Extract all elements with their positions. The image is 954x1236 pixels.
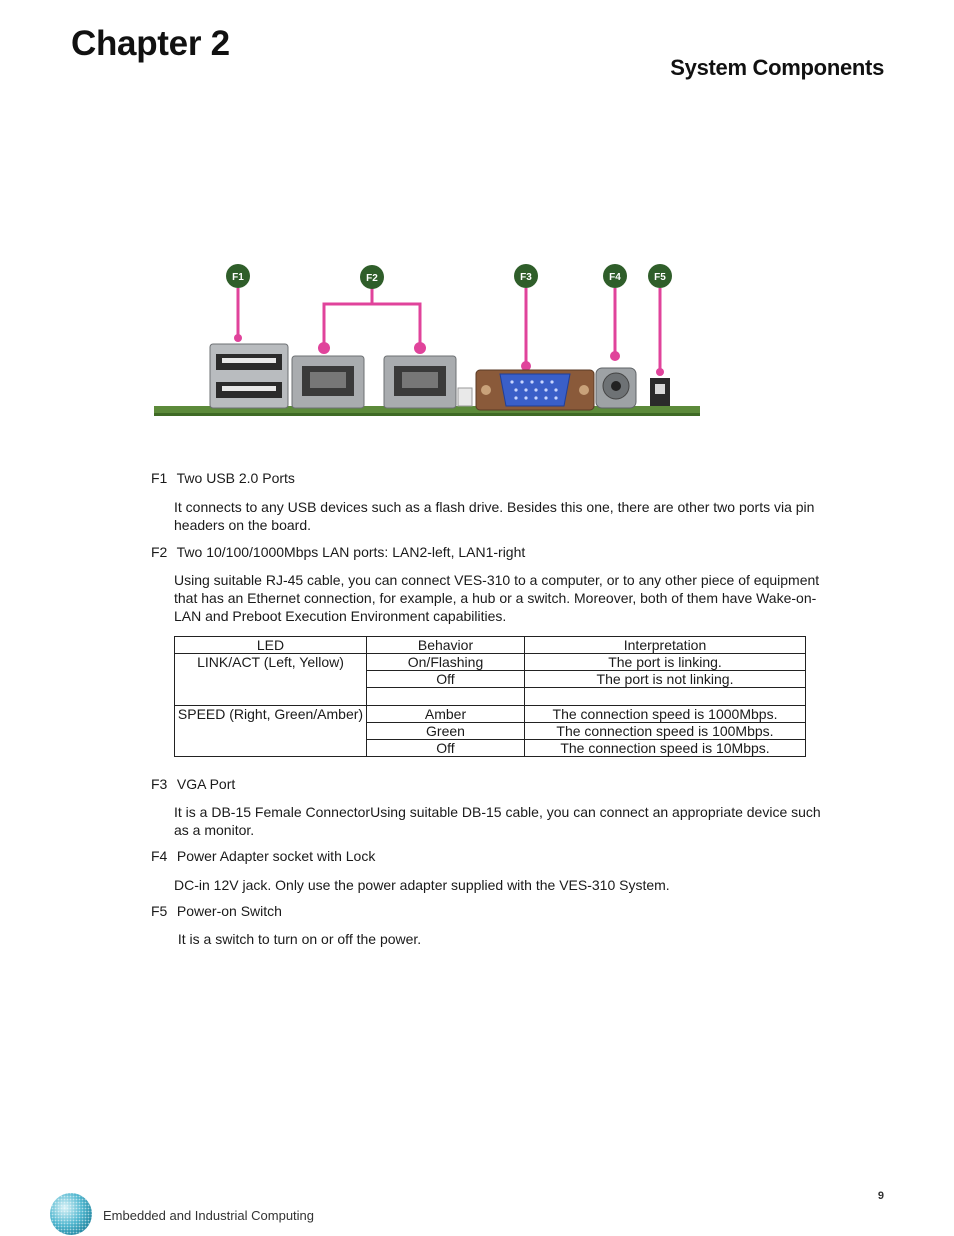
behavior-cell: Green [367,723,525,740]
item-heading [151,848,375,864]
interpretation-cell: The port is not linking. [525,671,806,688]
item-heading [151,776,235,792]
item-description: DC-in 12V jack. Only use the power adapter supplied with the VES-310 System. [174,877,670,893]
power-switch [650,378,670,406]
interpretation-cell: The port is linking. [525,654,806,671]
item-title: Power Adapter socket with Lock [176,848,376,864]
lan2-port [292,356,364,408]
item-title: Two 10/100/1000Mbps LAN ports: LAN2-left, LAN1-right [176,544,526,560]
svg-text:F5: F5 [654,272,666,283]
svg-text:F3: F3 [520,272,532,283]
item-title: VGA Port [176,776,236,792]
callout-f1 [226,264,250,288]
footer-company-line: Embedded and Industrial Computing [103,1208,315,1223]
behavior-cell: Amber [367,706,525,723]
behavior-cell [367,688,525,706]
lan1-port [384,356,456,408]
column-header: Behavior [367,637,525,654]
led-name-cell: SPEED (Right, Green/Amber) [175,706,367,757]
company-logo [48,1192,94,1236]
item-code: F4 [151,848,168,864]
callout-f5 [648,264,672,288]
item-description: It connects to any USB devices such as a flash drive. Besides this one, there are other two ports via pin headers on the board. [174,499,815,533]
item-description: It is a DB-15 Female ConnectorUsing suitable DB-15 cable, you can connect an appropriate device such as a monitor. [174,804,821,838]
section-title: System Components [670,55,884,80]
callout-f4 [603,264,627,288]
table-header-row [175,637,806,654]
interpretation-cell: The connection speed is 1000Mbps. [525,706,806,723]
item-code: F1 [151,470,168,486]
usb-ports [210,344,288,408]
callout-f3 [514,264,538,288]
item-heading [151,903,282,919]
item-heading [151,470,295,486]
item-code: F3 [151,776,168,792]
svg-text:F1: F1 [232,272,244,283]
callout-f2 [360,265,384,289]
column-header: LED [175,637,367,654]
table-row [175,654,806,671]
interpretation-cell: The connection speed is 100Mbps. [525,723,806,740]
led-name-cell: LINK/ACT (Left, Yellow) [175,654,367,706]
item-description: Using suitable RJ-45 cable, you can connect VES-310 to a computer, or to any other piece of equipment that has an Ethernet connection, for example, a hub or a switch. Moreover, both of them have Wake-on-LAN and Preboot Execution Environment capabilities. [174,572,820,624]
behavior-cell: On/Flashing [367,654,525,671]
page-number: 9 [877,1190,884,1202]
vga-port [476,370,594,410]
dc-jack [596,368,636,408]
interpretation-cell: The connection speed is 10Mbps. [525,740,806,757]
item-heading [151,544,525,560]
behavior-cell: Off [367,740,525,757]
table-row [175,706,806,723]
svg-text:F4: F4 [609,272,621,283]
io-panel-figure [150,260,710,425]
item-title: Power-on Switch [176,903,282,919]
column-header: Interpretation [525,637,806,654]
svg-text:F2: F2 [366,273,378,284]
led-status-table [174,636,806,757]
behavior-cell: Off [367,671,525,688]
item-code: F2 [151,544,168,560]
item-description: It is a switch to turn on or off the power. [174,931,422,947]
chapter-title: Chapter 2 [71,24,230,63]
item-code: F5 [151,903,168,919]
item-title: Two USB 2.0 Ports [176,470,295,486]
interpretation-cell [525,688,806,706]
